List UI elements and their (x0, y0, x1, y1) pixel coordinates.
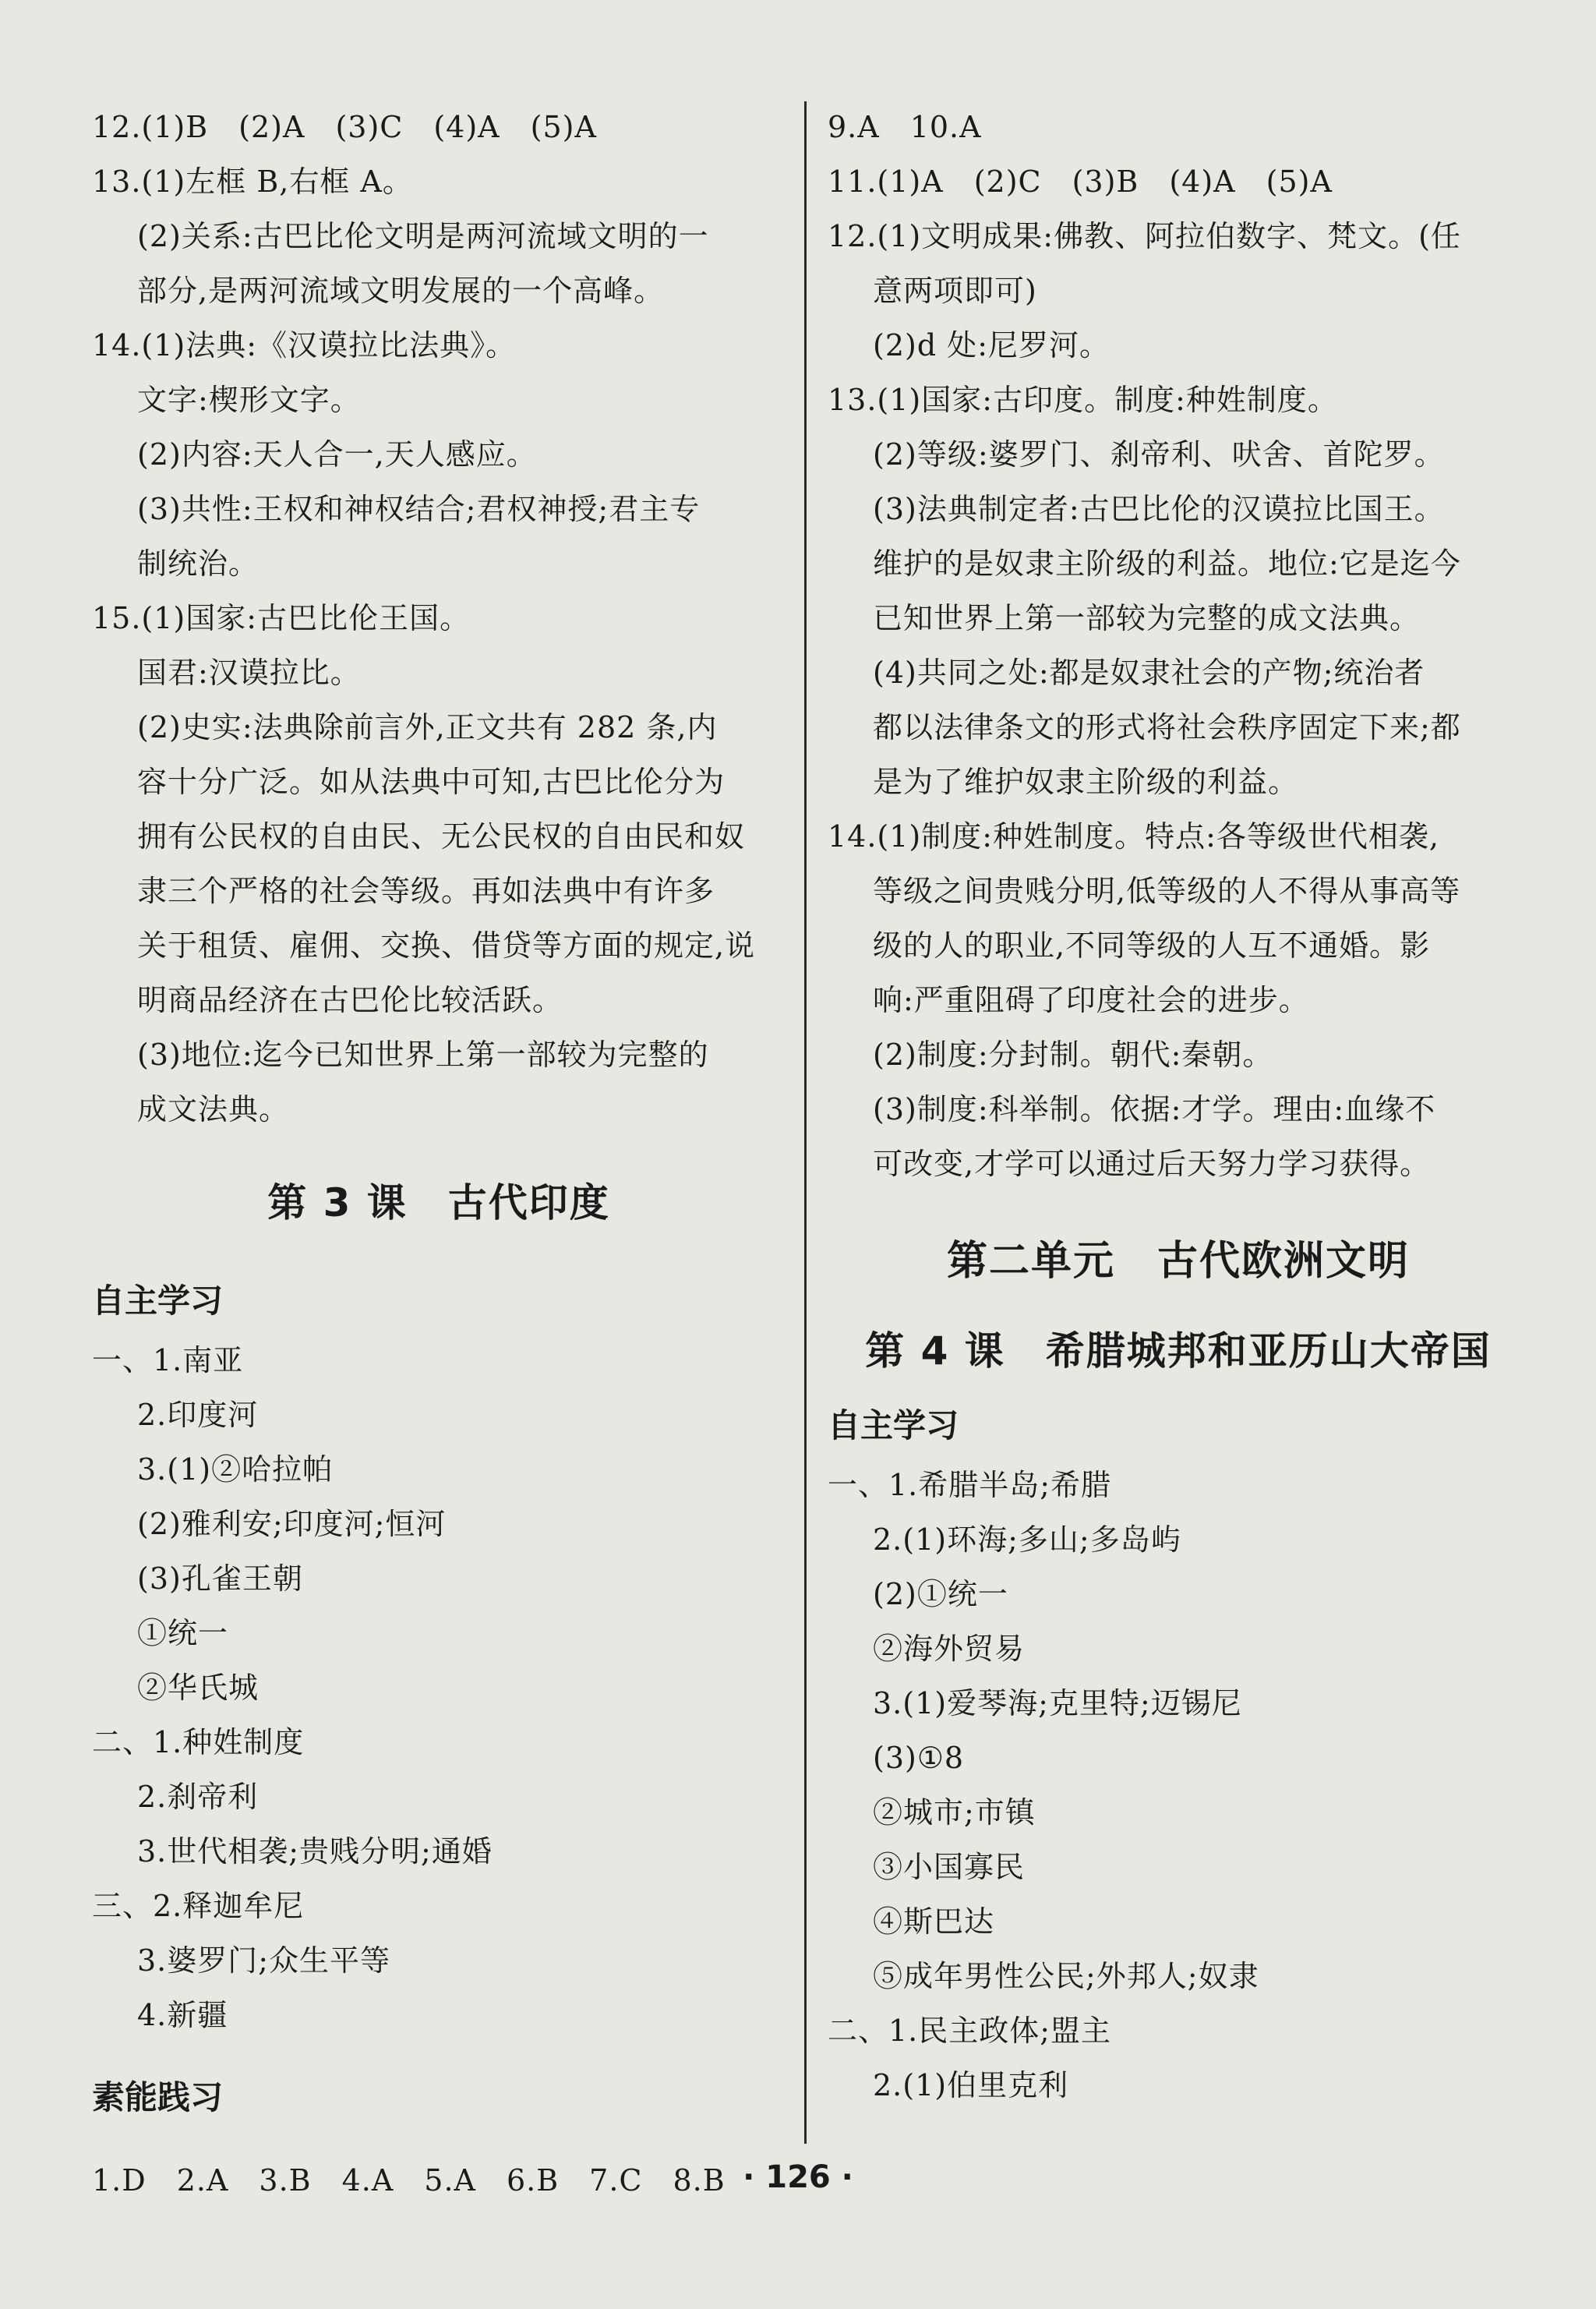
answer-line: (2)内容:天人合一,天人感应。 (137, 437, 537, 472)
lesson-title: 第 3 课 古代印度 (267, 1180, 610, 1225)
answer-line: 3.婆罗门;众生平等 (137, 1943, 391, 1978)
answer-line: 15.(1)国家:古巴比伦王国。 (92, 601, 471, 635)
answer-line: ④斯巴达 (873, 1904, 995, 1939)
answer-line: (2)制度:分封制。朝代:秦朝。 (873, 1038, 1273, 1072)
page-number: · 126 · (743, 2159, 853, 2195)
answer-line: 11.(1)A (2)C (3)B (4)A (5)A (828, 164, 1333, 199)
answer-line: 13.(1)国家:古印度。制度:种姓制度。 (828, 383, 1338, 417)
answer-line: 关于租赁、雇佣、交换、借贷等方面的规定,说 (137, 928, 756, 963)
answer-line: (2)①统一 (873, 1577, 1008, 1611)
answer-line: (3)共性:王权和神权结合;君权神授;君主专 (137, 492, 701, 526)
answer-line: 响:严重阻碍了印度社会的进步。 (873, 983, 1309, 1017)
answer-line: 2.(1)环海;多山;多岛屿 (873, 1522, 1181, 1557)
answer-line: 3.(1)爱琴海;克里特;迈锡尼 (873, 1686, 1242, 1720)
answer-line: 意两项即可) (873, 274, 1037, 308)
answer-line: 二、1.种姓制度 (92, 1725, 305, 1759)
answer-line: 国君:汉谟拉比。 (137, 656, 361, 690)
right-column (828, 100, 1529, 2113)
answer-line: 14.(1)法典:《汉谟拉比法典》。 (92, 328, 517, 362)
answer-line: 2.印度河 (137, 1398, 259, 1432)
answer-line: 2.(1)伯里克利 (873, 2068, 1069, 2102)
answer-line: 1.D 2.A 3.B 4.A 5.A 6.B 7.C 8.B (92, 2163, 726, 2198)
answer-line: ②城市;市镇 (873, 1795, 1036, 1830)
answer-line: (2)雅利安;印度河;恒河 (137, 1507, 447, 1541)
answer-line: 12.(1)B (2)A (3)C (4)A (5)A (92, 110, 597, 144)
answer-line: 部分,是两河流域文明发展的一个高峰。 (137, 274, 665, 308)
answer-line: 等级之间贵贱分明,低等级的人不得从事高等 (873, 874, 1461, 908)
answer-line: 一、1.南亚 (92, 1343, 244, 1377)
answer-line: 3.世代相袭;贵贱分明;通婚 (137, 1834, 493, 1869)
answer-line: ③小国寡民 (873, 1850, 1026, 1884)
answer-line: (3)法典制定者:古巴比伦的汉谟拉比国王。 (873, 492, 1445, 526)
answer-line: 文字:楔形文字。 (137, 383, 361, 417)
answer-line: ②海外贸易 (873, 1632, 1026, 1666)
answer-line: 二、1.民主政体;盟主 (828, 2014, 1112, 2048)
section-heading: 素能践习 (92, 2078, 224, 2116)
answer-line: (3)地位:迄今已知世界上第一部较为完整的 (137, 1038, 709, 1072)
answer-line: (3)①8 (873, 1741, 965, 1775)
answer-line: 4.新疆 (137, 1998, 228, 2032)
answer-line: 9.A 10.A (828, 110, 982, 144)
answer-line: 制统治。 (137, 546, 260, 581)
answer-line: (4)共同之处:都是奴隶社会的产物;统治者 (873, 656, 1425, 690)
answer-line: 都以法律条文的形式将社会秩序固定下来;都 (873, 710, 1461, 744)
answer-line: ①统一 (137, 1616, 229, 1650)
answer-line: ⑤成年男性公民;外邦人;奴隶 (873, 1959, 1259, 1993)
column-divider (804, 101, 807, 2144)
answer-line: 已知世界上第一部较为完整的成文法典。 (873, 601, 1421, 635)
lesson-title: 第 4 课 希腊城邦和亚历山大帝国 (865, 1328, 1492, 1374)
answer-line: 3.(1)②哈拉帕 (137, 1452, 334, 1487)
section-heading: 自主学习 (92, 1282, 224, 1320)
unit-title: 第二单元 古代欧洲文明 (946, 1238, 1410, 1285)
answer-line: 是为了维护奴隶主阶级的利益。 (873, 765, 1299, 799)
answer-line: 14.(1)制度:种姓制度。特点:各等级世代相袭, (828, 819, 1439, 854)
answer-line: 成文法典。 (137, 1092, 290, 1126)
answer-line: ②华氏城 (137, 1671, 260, 1705)
section-heading: 自主学习 (828, 1406, 959, 1444)
answer-line: 一、1.希腊半岛;希腊 (828, 1468, 1112, 1502)
answer-line: (3)孔雀王朝 (137, 1561, 303, 1596)
answer-line: 级的人的职业,不同等级的人互不通婚。影 (873, 928, 1431, 963)
answer-line: 明商品经济在古巴伦比较活跃。 (137, 983, 563, 1017)
answer-line: 13.(1)左框 B,右框 A。 (92, 164, 413, 199)
answer-line: 隶三个严格的社会等级。再如法典中有许多 (137, 874, 715, 908)
answer-line: 容十分广泛。如从法典中可知,古巴比伦分为 (137, 765, 726, 799)
answer-line: 12.(1)文明成果:佛教、阿拉伯数字、梵文。(任 (828, 219, 1461, 253)
answer-line: (2)关系:古巴比伦文明是两河流域文明的一 (137, 219, 709, 253)
answer-line: (2)d 处:尼罗河。 (873, 328, 1110, 362)
left-column (92, 100, 786, 2208)
answer-line: 维护的是奴隶主阶级的利益。地位:它是迄今 (873, 546, 1461, 581)
answer-line: 可改变,才学可以通过后天努力学习获得。 (873, 1147, 1431, 1181)
answer-line: 拥有公民权的自由民、无公民权的自由民和奴 (137, 819, 746, 854)
answer-line: 三、2.释迦牟尼 (92, 1889, 305, 1923)
answer-line: 2.刹帝利 (137, 1780, 259, 1814)
answer-line: (2)等级:婆罗门、刹帝利、吠舍、首陀罗。 (873, 437, 1445, 472)
answer-line: (2)史实:法典除前言外,正文共有 282 条,内 (137, 710, 718, 744)
answer-line: (3)制度:科举制。依据:才学。理由:血缘不 (873, 1092, 1436, 1126)
